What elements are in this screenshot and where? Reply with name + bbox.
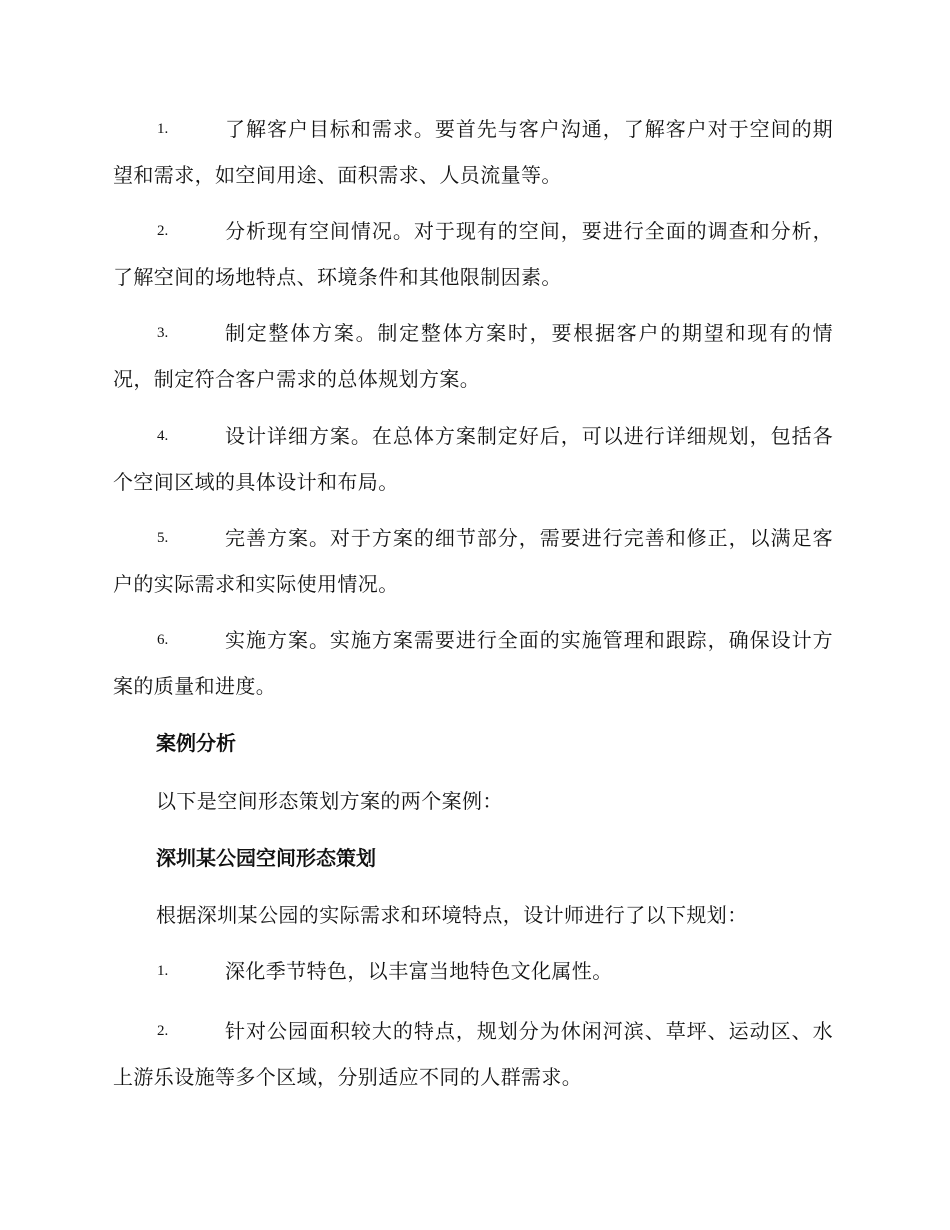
case1-intro-text: 根据深圳某公园的实际需求和环境特点，设计师进行了以下规划： (156, 903, 748, 927)
case1-item-number: 2. (157, 1023, 169, 1039)
step-text: 完善方案。对于方案的细节部分，需要进行完善和修正，以满足客户的实际需求和实际使用情况。 (113, 526, 833, 596)
step-number: 6. (157, 632, 169, 648)
case1-item-2 (113, 1008, 833, 1100)
case1-item-text: 深化季节特色，以丰富当地特色文化属性。 (225, 959, 613, 983)
case-analysis-heading: 案例分析 (156, 731, 236, 755)
step-item-5 (113, 515, 833, 607)
case1-item-text: 针对公园面积较大的特点，规划分为休闲河滨、草坪、运动区、水上游乐设施等多个区域，分别适应不同的人群需求。 (113, 1019, 833, 1089)
case1-item-1 (113, 948, 833, 994)
step-number: 4. (157, 428, 169, 444)
step-text: 制定整体方案。制定整体方案时，要根据客户的期望和现有的情况，制定符合客户需求的总体规划方案。 (113, 321, 833, 391)
step-number: 2. (157, 223, 169, 239)
step-number: 5. (157, 530, 169, 546)
case-intro-text: 以下是空间形态策划方案的两个案例： (156, 789, 503, 813)
step-text: 了解客户目标和需求。要首先与客户沟通，了解客户对于空间的期望和需求，如空间用途、面积需求、人员流量等。 (113, 117, 833, 187)
step-text: 分析现有空间情况。对于现有的空间，要进行全面的调查和分析，了解空间的场地特点、环境条件和其他限制因素。 (113, 219, 833, 289)
step-item-2 (113, 208, 833, 300)
step-item-3 (113, 310, 833, 402)
step-item-6 (113, 617, 833, 709)
step-text: 实施方案。实施方案需要进行全面的实施管理和跟踪，确保设计方案的质量和进度。 (113, 628, 833, 698)
step-number: 3. (157, 325, 169, 341)
case1-title: 深圳某公园空间形态策划 (156, 846, 376, 870)
step-number: 1. (157, 121, 169, 137)
case1-item-number: 1. (157, 963, 169, 979)
step-text: 设计详细方案。在总体方案制定好后，可以进行详细规划，包括各个空间区域的具体设计和布局。 (113, 424, 833, 494)
step-item-4 (113, 413, 833, 505)
step-item-1 (113, 106, 833, 198)
